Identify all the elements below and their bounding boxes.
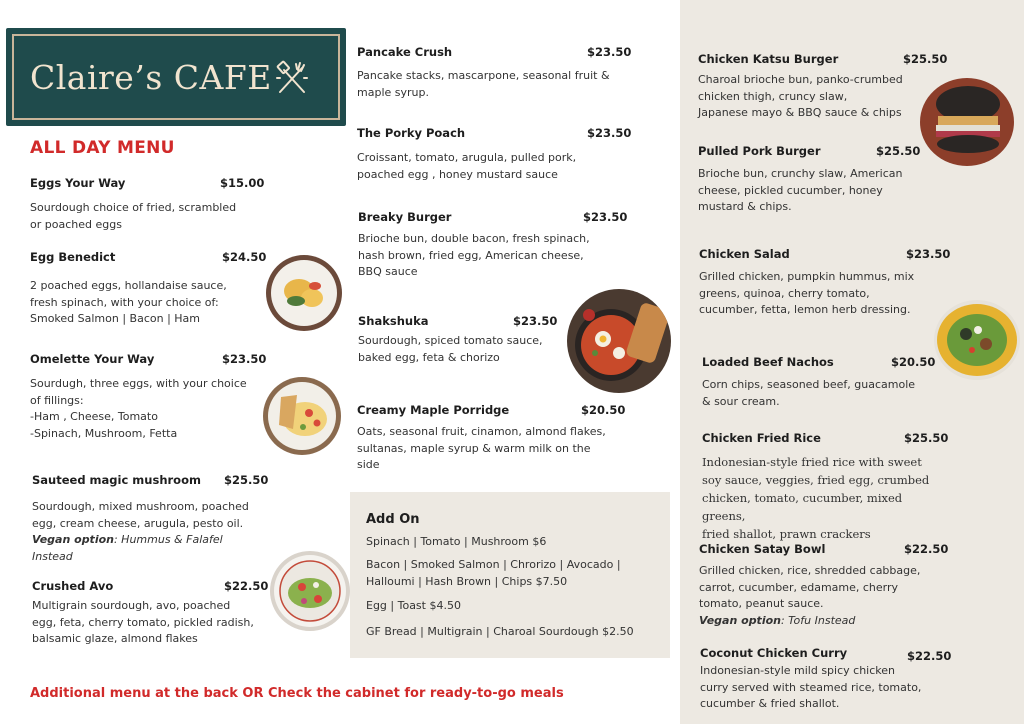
menu-item-eggs-your-way <box>30 176 265 236</box>
menu-item-porridge <box>357 403 632 475</box>
chicken-salad-photo <box>934 300 1020 380</box>
logo-banner <box>6 28 346 126</box>
menu-item-katsu-burger <box>698 52 948 122</box>
menu-item-breaky-burger <box>358 210 628 282</box>
vegan-option-note <box>699 613 855 630</box>
item-description: Grilled chicken, rice, shredded cabbage, carrot, cucumber, edamame, cherry tomato, peanut sauce. <box>699 564 921 610</box>
item-price: $25.50 <box>876 144 921 158</box>
item-description: Grilled chicken, pumpkin hummus, mix greens, quinoa, cherry tomato, cucumber, fetta, lemon herb dressing. <box>699 270 915 316</box>
menu-item-crushed-avo <box>32 579 268 649</box>
item-price: $23.50 <box>583 210 628 224</box>
crushed-avo-photo <box>270 551 350 631</box>
menu-item-pulled-pork-burger <box>698 144 928 216</box>
item-name: Sauteed magic mushroom <box>32 473 201 487</box>
egg-benedict-photo <box>266 255 342 331</box>
menu-heading: ALL DAY MENU <box>30 138 175 158</box>
utensils-crossed-icon <box>274 60 310 96</box>
item-description: Corn chips, seasoned beef, guacamole & sour cream. <box>702 378 916 408</box>
vegan-text: : Tofu Instead <box>780 614 856 627</box>
item-description: Sourdough, mixed mushroom, poached egg, cream cheese, arugula, pesto oil. <box>32 500 249 530</box>
item-price: $23.50 <box>587 45 632 59</box>
item-price: $22.50 <box>224 579 269 593</box>
item-description: Brioche bun, double bacon, fresh spinach, hash brown, fried egg, American cheese, BBQ sauce <box>358 232 590 278</box>
item-price: $20.50 <box>581 403 626 417</box>
vegan-label: Vegan option <box>699 614 781 627</box>
menu-item-beef-nachos <box>702 355 937 411</box>
item-price: $20.50 <box>891 355 936 369</box>
item-price: $22.50 <box>907 649 952 663</box>
item-description: Croissant, tomato, arugula, pulled pork, poached egg , honey mustard sauce <box>357 151 577 181</box>
katsu-burger-photo <box>920 78 1014 166</box>
item-name: Loaded Beef Nachos <box>702 355 834 369</box>
item-name: Egg Benedict <box>30 250 116 264</box>
vegan-option-note <box>32 532 247 565</box>
item-name: Shakshuka <box>358 314 429 328</box>
menu-item-satay-bowl <box>699 542 947 632</box>
omelette-photo <box>263 377 341 455</box>
footer-note: Additional menu at the back OR Check the cabinet for ready-to-go meals <box>30 686 564 701</box>
item-name: Pancake Crush <box>357 45 453 59</box>
add-on-line: Bacon | Smoked Salmon | Chrorizo | Avocado | Halloumi | Hash Brown | Chips $7.50 <box>366 558 621 588</box>
item-name: Creamy Maple Porridge <box>357 403 510 417</box>
item-price: $25.50 <box>903 52 948 66</box>
menu-item-pancake-crush <box>357 45 632 101</box>
item-name: Chicken Salad <box>699 247 790 261</box>
item-description: Charoal brioche bun, panko-crumbed chicken thigh, cruncy slaw, Japanese mayo & BBQ sauce & chips <box>698 73 903 119</box>
item-description: Pancake stacks, mascarpone, seasonal fruit & maple syrup. <box>357 69 610 99</box>
item-name: Omelette Your Way <box>30 352 155 366</box>
item-description: Multigrain sourdough, avo, poached egg, feta, cherry tomato, pickled radish, balsamic glaze, almond flakes <box>32 599 254 645</box>
menu-item-coconut-curry <box>700 646 950 716</box>
item-description: Indonesian-style fried rice with sweet soy sauce, veggies, fried egg, crumbed chicken, tomato, cucumber, mixed greens, fried shallot, prawn crackers <box>702 455 930 541</box>
item-price: $23.50 <box>513 314 558 328</box>
item-price: $23.50 <box>222 352 267 366</box>
menu-item-egg-benedict <box>30 250 267 332</box>
menu-item-shakshuka <box>358 314 558 370</box>
menu-item-chicken-salad <box>699 247 949 321</box>
item-price: $23.50 <box>906 247 951 261</box>
item-name: Chicken Katsu Burger <box>698 52 839 66</box>
vegan-text: : Hummus & Falafel Instead <box>32 533 223 563</box>
item-price: $23.50 <box>587 126 632 140</box>
item-price: $22.50 <box>904 542 949 556</box>
menu-item-omelette <box>30 352 267 444</box>
add-on-line: Egg | Toast $4.50 <box>366 599 461 612</box>
item-price: $24.50 <box>222 250 267 264</box>
item-name: Pulled Pork Burger <box>698 144 821 158</box>
menu-item-fried-rice <box>702 431 949 541</box>
item-name: Chicken Fried Rice <box>702 431 821 445</box>
item-price: $25.50 <box>904 431 949 445</box>
item-price: $25.50 <box>224 473 269 487</box>
item-description: Sourdugh, three eggs, with your choice of fillings: -Ham , Cheese, Tomato -Spinach, Mushroom, Fetta <box>30 377 247 440</box>
vegan-label: Vegan option <box>32 533 114 546</box>
menu-item-sauteed-mushroom <box>32 473 272 568</box>
item-name: The Porky Poach <box>357 126 466 140</box>
item-name: Crushed Avo <box>32 579 114 593</box>
item-description: Indonesian-style mild spicy chicken curry served with steamed rice, tomato, cucumber & fried shallot. <box>700 664 922 710</box>
add-on-section <box>350 492 670 658</box>
menu-item-porky-poach <box>357 126 632 184</box>
item-description: Brioche bun, crunchy slaw, American cheese, pickled cucumber, honey mustard & chips. <box>698 167 903 213</box>
shakshuka-photo <box>567 289 671 393</box>
item-description: Sourdough choice of fried, scrambled or poached eggs <box>30 201 237 231</box>
item-description: 2 poached eggs, hollandaise sauce, fresh spinach, with your choice of: Smoked Salmon | Bacon | Ham <box>30 279 227 325</box>
item-name: Coconut Chicken Curry <box>700 646 848 660</box>
item-description: Sourdough, spiced tomato sauce, baked egg, feta & chorizo <box>358 334 543 364</box>
item-name: Breaky Burger <box>358 210 452 224</box>
logo-text: Claire’s CAFE <box>30 58 272 97</box>
add-on-line: Spinach | Tomato | Mushroom $6 <box>366 535 547 548</box>
item-description: Oats, seasonal fruit, cinamon, almond flakes, sultanas, maple syrup & warm milk on the side <box>357 425 606 471</box>
item-name: Eggs Your Way <box>30 176 126 190</box>
item-price: $15.00 <box>220 176 265 190</box>
add-on-line: GF Bread | Multigrain | Charoal Sourdough $2.50 <box>366 625 634 638</box>
item-name: Chicken Satay Bowl <box>699 542 826 556</box>
add-on-title: Add On <box>366 512 420 527</box>
